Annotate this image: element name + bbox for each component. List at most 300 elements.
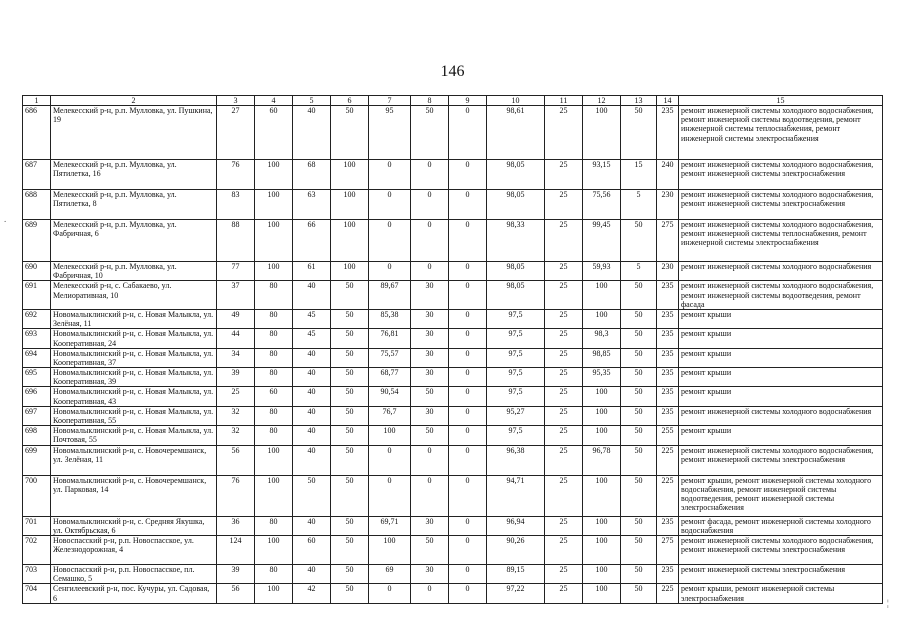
col-14-cell: 255 [657,426,679,445]
col-6-cell: 50 [331,281,369,310]
address-cell: Мелекесский р-н, р.п. Мулловка, ул. Пятилетка, 16 [51,160,217,190]
col-13-cell: 50 [621,220,657,262]
col-11-cell: 25 [545,564,583,583]
col-9-cell: 0 [449,475,487,516]
col-4-cell: 100 [255,475,293,516]
col-10-cell: 98,61 [487,106,545,160]
table-row [23,426,883,445]
col-11-cell: 25 [545,160,583,190]
col-12-cell: 100 [583,387,621,406]
col-12-cell: 59,93 [583,262,621,281]
table-row [23,106,883,160]
col-13-cell: 5 [621,262,657,281]
address-cell: Новомалыклинский р-н, с. Новая Малыкла, ул. Кооперативная, 39 [51,368,217,387]
column-header-6: 6 [331,96,369,106]
col-5-cell: 40 [293,348,331,367]
col-4-cell: 80 [255,426,293,445]
col-4-cell: 60 [255,387,293,406]
col-3-cell: 32 [217,406,255,425]
col-11-cell: 25 [545,106,583,160]
row-number-cell: 690 [23,262,51,281]
col-3-cell: 49 [217,309,255,328]
col-5-cell: 40 [293,281,331,310]
repair-works-cell: ремонт крыши [679,426,883,445]
col-4-cell: 80 [255,406,293,425]
col-7-cell: 0 [369,262,411,281]
repair-works-cell: ремонт инженерной системы холодного водоснабжения, ремонт инженерной системы водоотведения, ремонт инженерной системы теплоснабжения, ремонт инженерной системы электроснабжения [679,106,883,160]
col-8-cell: 30 [411,564,449,583]
col-13-cell: 50 [621,475,657,516]
col-7-cell: 85,38 [369,309,411,328]
row-number-cell: 693 [23,329,51,348]
col-7-cell: 76,7 [369,406,411,425]
col-7-cell: 0 [369,190,411,220]
address-cell: Мелекесский р-н, р.п. Мулловка, ул. Фабричная, 10 [51,262,217,281]
col-12-cell: 99,45 [583,220,621,262]
col-11-cell: 25 [545,368,583,387]
col-8-cell: 30 [411,406,449,425]
row-number-cell: 698 [23,426,51,445]
col-13-cell: 50 [621,445,657,475]
col-5-cell: 40 [293,426,331,445]
col-11-cell: 25 [545,426,583,445]
col-6-cell: 50 [331,516,369,535]
row-number-cell: 687 [23,160,51,190]
col-8-cell: 50 [411,387,449,406]
repair-works-cell: ремонт инженерной системы электроснабжения [679,564,883,583]
column-header-8: 8 [411,96,449,106]
col-10-cell: 98,05 [487,160,545,190]
col-12-cell: 100 [583,406,621,425]
table-row [23,516,883,535]
col-13-cell: 50 [621,535,657,564]
col-14-cell: 235 [657,329,679,348]
col-12-cell: 100 [583,584,621,604]
col-7-cell: 0 [369,160,411,190]
col-11-cell: 25 [545,387,583,406]
col-6-cell: 50 [331,106,369,160]
col-11-cell: 25 [545,309,583,328]
column-header-2: 2 [51,96,217,106]
row-number-cell: 691 [23,281,51,310]
col-14-cell: 235 [657,387,679,406]
col-5-cell: 61 [293,262,331,281]
col-10-cell: 98,05 [487,262,545,281]
address-cell: Новомалыклинский р-н, с. Новая Малыкла, ул. Кооперативная, 24 [51,329,217,348]
col-10-cell: 97,5 [487,348,545,367]
col-14-cell: 235 [657,281,679,310]
col-3-cell: 39 [217,564,255,583]
column-header-11: 11 [545,96,583,106]
col-4-cell: 100 [255,584,293,604]
col-14-cell: 235 [657,368,679,387]
column-header-7: 7 [369,96,411,106]
col-6-cell: 50 [331,348,369,367]
address-cell: Новоспасский р-н, р.п. Новоспасское, пл. Семашко, 5 [51,564,217,583]
col-9-cell: 0 [449,564,487,583]
col-14-cell: 225 [657,475,679,516]
header-row [23,96,883,106]
col-6-cell: 50 [331,535,369,564]
col-3-cell: 76 [217,160,255,190]
col-10-cell: 89,15 [487,564,545,583]
col-5-cell: 42 [293,584,331,604]
repair-works-cell: ремонт инженерной системы холодного водоснабжения, ремонт инженерной системы теплоснабжения, ремонт инженерной системы электроснабжения [679,220,883,262]
col-6-cell: 100 [331,160,369,190]
col-11-cell: 25 [545,220,583,262]
col-5-cell: 66 [293,220,331,262]
col-14-cell: 235 [657,516,679,535]
col-5-cell: 40 [293,106,331,160]
col-4-cell: 80 [255,348,293,367]
col-8-cell: 0 [411,584,449,604]
col-14-cell: 275 [657,535,679,564]
col-6-cell: 100 [331,190,369,220]
col-5-cell: 45 [293,309,331,328]
col-11-cell: 25 [545,329,583,348]
col-11-cell: 25 [545,516,583,535]
col-4-cell: 80 [255,309,293,328]
table-row [23,281,883,310]
col-12-cell: 93,15 [583,160,621,190]
table-row [23,190,883,220]
col-12-cell: 100 [583,516,621,535]
col-12-cell: 100 [583,475,621,516]
column-header-4: 4 [255,96,293,106]
col-8-cell: 0 [411,160,449,190]
col-9-cell: 0 [449,329,487,348]
col-13-cell: 50 [621,309,657,328]
col-11-cell: 25 [545,584,583,604]
col-10-cell: 97,5 [487,368,545,387]
table-row [23,445,883,475]
table-row [23,348,883,367]
col-13-cell: 50 [621,281,657,310]
column-header-15: 15 [679,96,883,106]
col-9-cell: 0 [449,220,487,262]
repair-works-cell: ремонт крыши [679,309,883,328]
col-12-cell: 98,85 [583,348,621,367]
col-7-cell: 100 [369,426,411,445]
col-9-cell: 0 [449,426,487,445]
table-body [23,106,883,604]
col-14-cell: 230 [657,190,679,220]
table-row [23,564,883,583]
col-11-cell: 25 [545,535,583,564]
col-10-cell: 97,5 [487,387,545,406]
col-5-cell: 40 [293,516,331,535]
address-cell: Сенгилеевский р-н, пос. Кучуры, ул. Садовая, 6 [51,584,217,604]
col-4-cell: 80 [255,281,293,310]
col-5-cell: 60 [293,535,331,564]
col-5-cell: 63 [293,190,331,220]
col-8-cell: 0 [411,220,449,262]
col-4-cell: 100 [255,262,293,281]
col-4-cell: 100 [255,535,293,564]
col-7-cell: 0 [369,445,411,475]
col-10-cell: 98,05 [487,281,545,310]
address-cell: Новомалыклинский р-н, с. Новая Малыкла, ул. Почтовая, 55 [51,426,217,445]
col-7-cell: 69,71 [369,516,411,535]
col-10-cell: 97,22 [487,584,545,604]
col-8-cell: 0 [411,190,449,220]
col-9-cell: 0 [449,516,487,535]
col-3-cell: 76 [217,475,255,516]
col-10-cell: 95,27 [487,406,545,425]
col-5-cell: 45 [293,329,331,348]
col-5-cell: 50 [293,475,331,516]
address-cell: Мелекесский р-н, с. Сабакаево, ул. Мелиоративная, 10 [51,281,217,310]
col-8-cell: 30 [411,309,449,328]
row-number-cell: 702 [23,535,51,564]
col-3-cell: 56 [217,445,255,475]
col-13-cell: 50 [621,106,657,160]
col-8-cell: 0 [411,445,449,475]
table-row [23,584,883,604]
repair-works-cell: ремонт фасада, ремонт инженерной системы холодного водоснабжения [679,516,883,535]
column-header-5: 5 [293,96,331,106]
table-row [23,220,883,262]
address-cell: Новомалыклинский р-н, с. Новочеремшанск, ул. Парковая, 14 [51,475,217,516]
col-6-cell: 50 [331,368,369,387]
col-10-cell: 97,5 [487,426,545,445]
repair-works-cell: ремонт инженерной системы холодного водоснабжения, ремонт инженерной системы водоотведения, ремонт фасада [679,281,883,310]
column-header-13: 13 [621,96,657,106]
row-number-cell: 701 [23,516,51,535]
col-7-cell: 90,54 [369,387,411,406]
address-cell: Мелекесский р-н, р.п. Мулловка, ул. Фабричная, 6 [51,220,217,262]
col-14-cell: 225 [657,584,679,604]
col-3-cell: 88 [217,220,255,262]
repair-works-cell: ремонт инженерной системы холодного водоснабжения, ремонт инженерной системы электроснабжения [679,535,883,564]
repair-works-cell: ремонт крыши [679,348,883,367]
row-number-cell: 689 [23,220,51,262]
col-5-cell: 40 [293,368,331,387]
repair-works-cell: ремонт крыши [679,329,883,348]
col-8-cell: 0 [411,262,449,281]
col-3-cell: 27 [217,106,255,160]
col-11-cell: 25 [545,475,583,516]
col-13-cell: 5 [621,190,657,220]
col-12-cell: 95,35 [583,368,621,387]
col-13-cell: 50 [621,387,657,406]
col-6-cell: 50 [331,426,369,445]
col-11-cell: 25 [545,406,583,425]
col-9-cell: 0 [449,445,487,475]
col-7-cell: 0 [369,584,411,604]
col-13-cell: 50 [621,564,657,583]
col-14-cell: 240 [657,160,679,190]
col-8-cell: 30 [411,368,449,387]
col-11-cell: 25 [545,348,583,367]
col-9-cell: 0 [449,348,487,367]
row-number-cell: 700 [23,475,51,516]
col-3-cell: 56 [217,584,255,604]
col-7-cell: 95 [369,106,411,160]
address-cell: Новоспасский р-н, р.п. Новоспасское, ул. Железнодорожная, 4 [51,535,217,564]
col-13-cell: 50 [621,406,657,425]
col-6-cell: 100 [331,220,369,262]
col-13-cell: 50 [621,584,657,604]
col-12-cell: 100 [583,564,621,583]
col-14-cell: 225 [657,445,679,475]
col-5-cell: 40 [293,445,331,475]
col-10-cell: 96,38 [487,445,545,475]
col-5-cell: 68 [293,160,331,190]
page-number: 146 [440,63,465,80]
col-9-cell: 0 [449,190,487,220]
col-12-cell: 100 [583,426,621,445]
col-9-cell: 0 [449,106,487,160]
col-9-cell: 0 [449,535,487,564]
table-row [23,160,883,190]
table-row [23,387,883,406]
col-4-cell: 100 [255,445,293,475]
col-9-cell: 0 [449,584,487,604]
address-cell: Новомалыклинский р-н, с. Новая Малыкла, ул. Зелёная, 11 [51,309,217,328]
address-cell: Новомалыклинский р-н, с. Новочеремшанск, ул. Зелёная, 11 [51,445,217,475]
column-header-1: 1 [23,96,51,106]
col-3-cell: 36 [217,516,255,535]
col-14-cell: 235 [657,348,679,367]
col-9-cell: 0 [449,160,487,190]
col-12-cell: 100 [583,106,621,160]
col-13-cell: 50 [621,368,657,387]
row-number-cell: 704 [23,584,51,604]
row-number-cell: 686 [23,106,51,160]
col-9-cell: 0 [449,281,487,310]
col-9-cell: 0 [449,387,487,406]
col-6-cell: 50 [331,584,369,604]
col-12-cell: 100 [583,309,621,328]
column-header-14: 14 [657,96,679,106]
col-13-cell: 50 [621,516,657,535]
col-14-cell: 230 [657,262,679,281]
col-3-cell: 77 [217,262,255,281]
address-cell: Новомалыклинский р-н, с. Средняя Якушка, ул. Октябрьская, 6 [51,516,217,535]
row-number-cell: 688 [23,190,51,220]
col-8-cell: 30 [411,516,449,535]
col-12-cell: 96,78 [583,445,621,475]
col-3-cell: 37 [217,281,255,310]
column-header-10: 10 [487,96,545,106]
col-8-cell: 50 [411,426,449,445]
col-3-cell: 124 [217,535,255,564]
col-12-cell: 75,56 [583,190,621,220]
col-10-cell: 94,71 [487,475,545,516]
repair-works-cell: ремонт крыши [679,387,883,406]
col-6-cell: 50 [331,406,369,425]
col-6-cell: 50 [331,387,369,406]
repair-works-cell: ремонт инженерной системы холодного водоснабжения, ремонт инженерной системы электроснабжения [679,445,883,475]
row-number-cell: 695 [23,368,51,387]
col-9-cell: 0 [449,368,487,387]
col-3-cell: 44 [217,329,255,348]
table-row [23,262,883,281]
col-14-cell: 235 [657,106,679,160]
col-6-cell: 100 [331,262,369,281]
col-12-cell: 100 [583,281,621,310]
table-row [23,406,883,425]
address-cell: Мелекесский р-н, р.п. Мулловка, ул. Пятилетка, 8 [51,190,217,220]
col-14-cell: 235 [657,309,679,328]
col-7-cell: 89,67 [369,281,411,310]
col-4-cell: 80 [255,368,293,387]
col-6-cell: 50 [331,329,369,348]
col-7-cell: 75,57 [369,348,411,367]
col-12-cell: 100 [583,535,621,564]
col-4-cell: 60 [255,106,293,160]
col-3-cell: 32 [217,426,255,445]
repair-works-cell: ремонт инженерной системы холодного водоснабжения [679,262,883,281]
col-6-cell: 50 [331,475,369,516]
col-7-cell: 68,77 [369,368,411,387]
col-8-cell: 50 [411,535,449,564]
col-13-cell: 50 [621,426,657,445]
col-4-cell: 100 [255,190,293,220]
col-3-cell: 25 [217,387,255,406]
col-4-cell: 100 [255,220,293,262]
table-row [23,535,883,564]
repair-works-cell: ремонт крыши, ремонт инженерной системы электроснабжения [679,584,883,604]
col-4-cell: 80 [255,516,293,535]
table-row [23,475,883,516]
col-12-cell: 98,3 [583,329,621,348]
col-14-cell: 235 [657,564,679,583]
row-number-cell: 692 [23,309,51,328]
col-4-cell: 80 [255,564,293,583]
col-3-cell: 83 [217,190,255,220]
col-5-cell: 40 [293,564,331,583]
col-14-cell: 235 [657,406,679,425]
col-11-cell: 25 [545,445,583,475]
address-cell: Новомалыклинский р-н, с. Новая Малыкла, ул. Кооперативная, 55 [51,406,217,425]
row-number-cell: 694 [23,348,51,367]
col-3-cell: 34 [217,348,255,367]
col-9-cell: 0 [449,309,487,328]
repair-registry-table [22,95,883,604]
col-8-cell: 30 [411,281,449,310]
col-5-cell: 40 [293,406,331,425]
col-13-cell: 15 [621,160,657,190]
col-8-cell: 50 [411,106,449,160]
row-number-cell: 696 [23,387,51,406]
col-9-cell: 0 [449,262,487,281]
col-7-cell: 100 [369,535,411,564]
column-header-9: 9 [449,96,487,106]
col-11-cell: 25 [545,281,583,310]
col-8-cell: 0 [411,475,449,516]
row-number-cell: 703 [23,564,51,583]
col-5-cell: 40 [293,387,331,406]
col-13-cell: 50 [621,348,657,367]
col-7-cell: 0 [369,475,411,516]
address-cell: Новомалыклинский р-н, с. Новая Малыкла, ул. Кооперативная, 43 [51,387,217,406]
col-4-cell: 80 [255,329,293,348]
col-3-cell: 39 [217,368,255,387]
repair-works-cell: ремонт крыши [679,368,883,387]
col-10-cell: 98,33 [487,220,545,262]
col-8-cell: 30 [411,348,449,367]
table-row [23,309,883,328]
address-cell: Мелекесский р-н, р.п. Мулловка, ул. Пушкина, 19 [51,106,217,160]
col-7-cell: 69 [369,564,411,583]
repair-works-cell: ремонт инженерной системы холодного водоснабжения, ремонт инженерной системы электроснабжения [679,190,883,220]
address-cell: Новомалыклинский р-н, с. Новая Малыкла, ул. Кооперативная, 37 [51,348,217,367]
col-10-cell: 97,5 [487,329,545,348]
col-11-cell: 25 [545,190,583,220]
col-4-cell: 100 [255,160,293,190]
